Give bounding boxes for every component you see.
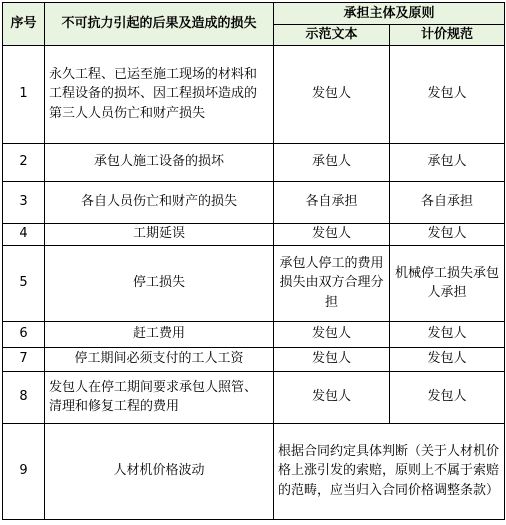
header-item: 不可抗力引起的后果及造成的损失: [45, 3, 274, 46]
row-model: 承包人停工的费用损失由双方合理分担: [274, 245, 390, 321]
table-row: [3, 143, 505, 181]
header-index: 序号: [3, 3, 45, 46]
row-index: 1: [3, 45, 45, 143]
table-row: [3, 181, 505, 223]
table-row: [3, 321, 505, 347]
header-model-text: 示范文本: [274, 25, 390, 46]
row-index: 4: [3, 223, 45, 245]
row-model: 各自承担: [274, 181, 390, 223]
row-model: 承包人: [274, 143, 390, 181]
header-pricing-spec: 计价规范: [390, 25, 505, 46]
row-item: 停工期间必须支付的工人工资: [45, 347, 274, 371]
row-index: 7: [3, 347, 45, 371]
table-row: [3, 223, 505, 245]
row-pricing: 发包人: [390, 45, 505, 143]
row-item: 人材机价格波动: [45, 423, 274, 519]
row-pricing: 发包人: [390, 321, 505, 347]
row-model: 发包人: [274, 223, 390, 245]
table-row: [3, 371, 505, 423]
row-pricing: 机械停工损失承包人承担: [390, 245, 505, 321]
row-item: 承包人施工设备的损坏: [45, 143, 274, 181]
row-index: 9: [3, 423, 45, 519]
row-index: 5: [3, 245, 45, 321]
row-merged-principle: 根据合同约定具体判断（关于人材机价格上涨引发的索赔，原则上不属于索赔的范畴，应当归入合同价格调整条款）: [274, 423, 505, 519]
row-item: 永久工程、已运至施工现场的材料和工程设备的损坏、因工程损坏造成的第三人人员伤亡和财产损失: [45, 45, 274, 143]
row-item: 工期延误: [45, 223, 274, 245]
row-index: 6: [3, 321, 45, 347]
row-model: 发包人: [274, 321, 390, 347]
row-item: 发包人在停工期间要求承包人照管、清理和修复工程的费用: [45, 371, 274, 423]
row-index: 8: [3, 371, 45, 423]
row-item: 赶工费用: [45, 321, 274, 347]
row-index: 3: [3, 181, 45, 223]
table-row: [3, 245, 505, 321]
table-row: [3, 45, 505, 143]
row-index: 2: [3, 143, 45, 181]
row-pricing: 发包人: [390, 223, 505, 245]
row-item: 停工损失: [45, 245, 274, 321]
table-row: [3, 347, 505, 371]
table-row: [3, 423, 505, 519]
header-group: 承担主体及原则: [274, 3, 505, 25]
row-model: 发包人: [274, 371, 390, 423]
row-item: 各自人员伤亡和财产的损失: [45, 181, 274, 223]
row-pricing: 发包人: [390, 371, 505, 423]
row-pricing: 各自承担: [390, 181, 505, 223]
force-majeure-table: [2, 2, 505, 520]
row-pricing: 承包人: [390, 143, 505, 181]
row-model: 发包人: [274, 45, 390, 143]
row-pricing: 发包人: [390, 347, 505, 371]
row-model: 发包人: [274, 347, 390, 371]
